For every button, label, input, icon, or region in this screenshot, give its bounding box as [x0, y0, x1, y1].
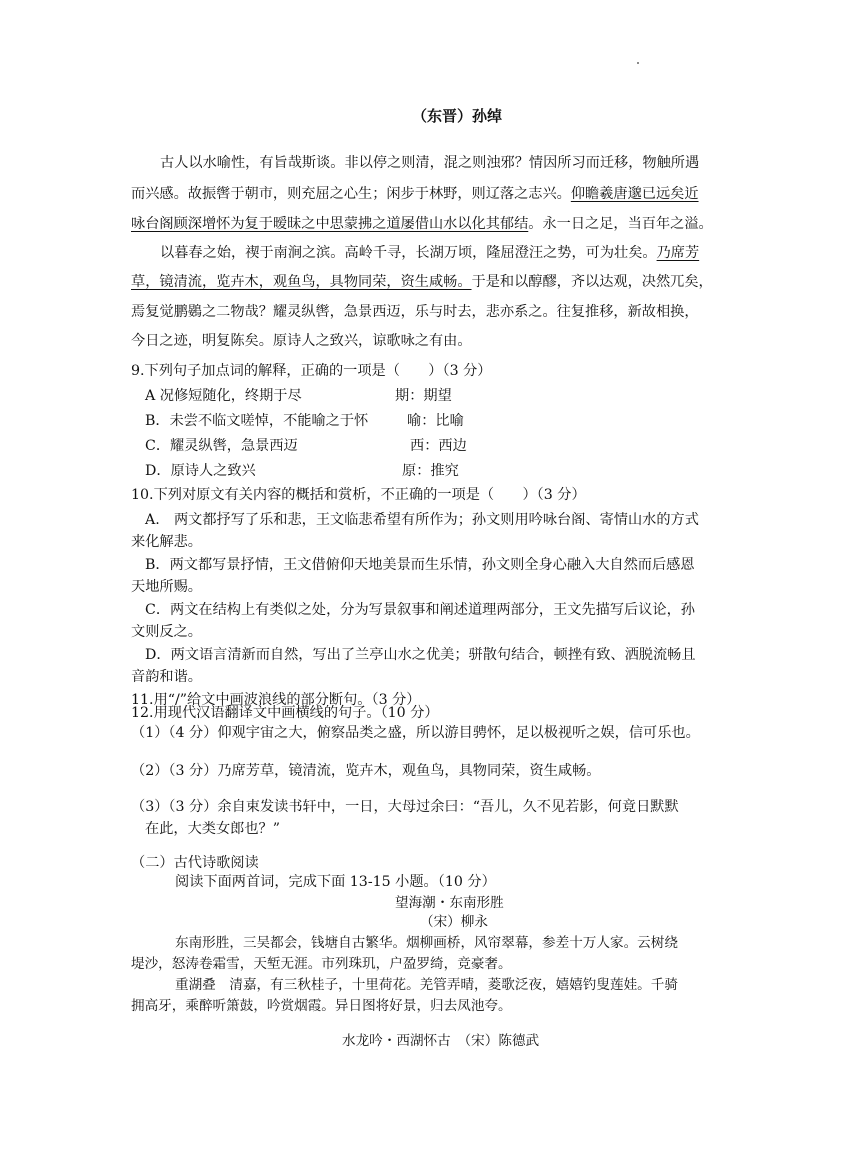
question-10-stem: 10.下列对原文有关内容的概括和赏析，不正确的一项是（ ）（3 分）: [131, 487, 586, 503]
q12-sentence-3: （3）（3 分）余自束发读书轩中，一日，大母过余曰：“吾儿，久不见若影，何竟日默默: [131, 799, 679, 815]
poem-1-line: 拥高牙，乘醉听箫鼓，吟赏烟霞。异日图将好景，归去凤池夸。: [131, 998, 512, 1014]
poem-1-line: 东南形胜，三吴都会，钱塘自古繁华。烟柳画桥，风帘翠幕，参差十万人家。云树绕: [175, 935, 678, 951]
q9-option-d: D．原诗人之致兴: [145, 463, 256, 479]
q10-option-line: 文则反之。: [131, 624, 202, 640]
q10-option-line: 来化解悲。: [131, 534, 202, 550]
wavy-line-text: 咏台阁顾深增怀为复于暧昧之中思蒙拂之道屡借山水以化其郁结: [131, 216, 529, 232]
question-11: 11.用“/”给文中画波浪线的部分断句。（3 分）: [131, 692, 421, 708]
poem-1-line: 堤沙，怒涛卷霜雪，天堑无涯。市列珠玑，户盈罗绮，竞豪奢。: [131, 956, 512, 972]
poem-1-line: 重湖叠 清嘉，有三秋桂子，十里荷花。羌管弄晴，菱歌泛夜，嬉嬉钓叟莲娃。千骑: [175, 977, 678, 993]
q10-option-line: C．两文在结构上有类似之处，分为写景叙事和阐述道理两部分，王文先描写后议论，孙: [145, 602, 695, 618]
passage-line: 以暮春之始，禊于南涧之滨。高岭千寻，长湖万顷，隆屈澄汪之势，可为壮矣。乃席芳: [160, 245, 700, 261]
section-intro: 阅读下面两首词，完成下面 13-15 小题。（10 分）: [175, 874, 496, 890]
question-12-stem: 12.用现代汉语翻译文中画横线的句子。（10 分）: [131, 705, 439, 721]
poem-2-title: 水龙吟・西湖怀古 （宋）陈德武: [342, 1033, 540, 1049]
q12-sentence-3-cont: 在此，大类女郎也？”: [145, 821, 280, 837]
q10-option-line: A. 两文都抒写了乐和悲，王文临悲希望有所作为；孙文则用吟咏台阁、寄情山水的方式: [145, 512, 699, 528]
q10-option-line: 音韵和谐。: [131, 669, 202, 685]
q12-sentence-1: （1）（4 分）仰观宇宙之大，俯察品类之盛，所以游目骋怀，足以极视听之娱，信可乐也。: [131, 725, 700, 741]
q9-option-b: B．未尝不临文嗟悼，不能喻之于怀: [145, 413, 369, 429]
poem-1-title: 望海潮・东南形胜: [395, 895, 504, 911]
poem-1-author: （宋）柳永: [420, 914, 488, 930]
q9-option-d-gloss: 原：推究: [402, 463, 459, 479]
q9-option-c: C．耀灵纵辔，急景西迈: [145, 438, 298, 454]
passage-line: 咏台阁顾深增怀为复于暧昧之中思蒙拂之道屡借山水以化其郁结。永一日之足，当百年之溢。: [131, 216, 713, 232]
q10-option-line: B．两文都写景抒情，王文借俯仰天地美景而生乐情，孙文则全身心融入大自然而后感恩: [145, 557, 695, 573]
q9-option-a: A 况修短随化，终期于尽: [145, 388, 302, 404]
q10-option-line: D．两文语言清新而自然，写出了兰亭山水之优美；骈散句结合，顿挫有致、洒脱流畅且: [145, 647, 696, 663]
q9-option-b-gloss: 喻：比喻: [407, 413, 464, 429]
section-heading: （二）古代诗歌阅读: [131, 855, 259, 871]
underlined-text: 草，镜清流，览卉木，观鱼鸟，具物同荣，资生咸畅。: [131, 274, 472, 290]
passage-line: 古人以水喻性，有旨哉斯谈。非以停之则清，混之则浊邪？情因所习而迁移，物触所遇: [160, 155, 700, 171]
q12-sentence-2: （2）（3 分）乃席芳草，镜清流，览卉木，观鱼鸟，具物同荣，资生咸畅。: [131, 763, 601, 779]
question-9-stem: 9.下列句子加点词的解释，正确的一项是（ ）（3 分）: [131, 363, 492, 379]
passage-line: 焉复觉鹏鷃之二物哉？耀灵纵辔，急景西迈，乐与时去，悲亦系之。往复推移，新故相换，: [131, 304, 699, 320]
q9-option-c-gloss: 西：西边: [410, 438, 467, 454]
passage-line: 今日之迹，明复陈矣。原诗人之致兴，谅歌咏之有由。: [131, 333, 472, 349]
underlined-text: 仰瞻羲唐邈已远矣近: [570, 186, 699, 202]
scan-dot: [637, 62, 639, 64]
q9-option-a-gloss: 期：期望: [395, 388, 452, 404]
underlined-text: 乃席芳: [656, 245, 700, 261]
passage-title: （东晋）孙绰: [412, 107, 503, 125]
q10-option-line: 天地所赐。: [131, 579, 202, 595]
passage-line: 而兴感。故振辔于朝市，则充屈之心生；闲步于林野，则辽落之志兴。仰瞻羲唐邈已远矣近: [131, 186, 699, 202]
passage-line: 草，镜清流，览卉木，观鱼鸟，具物同荣，资生咸畅。于是和以醇醪，齐以达观，决然兀矣，: [131, 274, 713, 290]
